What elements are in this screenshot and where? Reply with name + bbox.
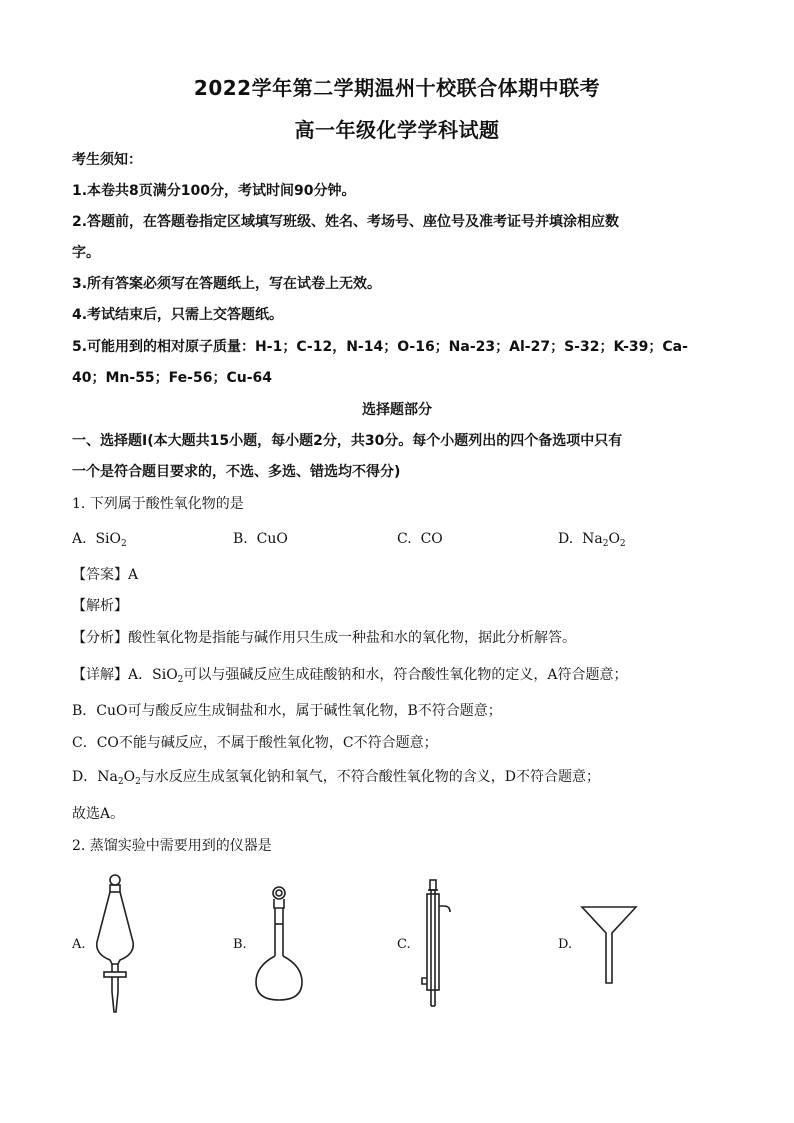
q1-option-a: A. SiO$_2$ xyxy=(72,531,127,549)
notice-item-1: 1.本卷共8页满分100分，考试时间90分钟。 xyxy=(72,183,356,199)
notice-item-5: 5.可能用到的相对原子质量：H-1；C-12，N-14；O-16；Na-23；Al-27；S-32；K-39；Ca- xyxy=(72,339,688,355)
notice-item-2: 2.答题前，在答题卷指定区域填写班级、姓名、考场号、座位号及准考证号并填涂相应数 xyxy=(72,214,620,230)
q1-fenxi: 【分析】酸性氧化物是指能与碱作用只生成一种盐和水的氧化物，据此分析解答。 xyxy=(72,630,576,646)
answer-label: 【答案】 xyxy=(72,567,128,583)
q2-stem: 2. 蒸馏实验中需要用到的仪器是 xyxy=(72,838,272,854)
section-title: 选择题部分 xyxy=(362,402,432,418)
q1-detail-b: B．CuO可与酸反应生成铜盐和水，属于碱性氧化物，B不符合题意； xyxy=(72,703,502,719)
q2-option-b-label: B. xyxy=(233,937,247,952)
q1-answer xyxy=(72,565,727,585)
q1-analysis-label: 【解析】 xyxy=(72,598,128,614)
section-instruction-1: 一、选择题Ⅰ(本大题共15小题，每小题2分，共30分。每个小题列出的四个备选项中只有 xyxy=(72,433,623,449)
notice-item-4: 4.考试结束后，只需上交答题纸。 xyxy=(72,307,284,323)
notice-item-2-cont: 字。 xyxy=(72,245,100,261)
exam-title: 2022学年第二学期温州十校联合体期中联考 xyxy=(193,76,601,100)
q2-option-c-label: C. xyxy=(397,937,411,952)
q2-option-d-label: D. xyxy=(558,937,573,952)
q1-stem: 1. 下列属于酸性氧化物的是 xyxy=(72,496,244,512)
section-instruction-2: 一个是符合题目要求的，不选、多选、错选均不得分) xyxy=(72,464,401,480)
q1-option-d: D. $Na_2O_2$ xyxy=(558,531,626,549)
answer-value: A xyxy=(128,567,139,583)
separatory-funnel-icon xyxy=(92,872,142,1022)
notice-item-5-cont: 40；Mn-55；Fe-56；Cu-64 xyxy=(72,370,272,386)
q1-conclusion: 故选A。 xyxy=(72,806,125,822)
volumetric-flask-icon xyxy=(252,884,307,1009)
q1-option-c: C. CO xyxy=(397,531,443,547)
q1-detail-a: 【详解】A．SiO$_2$可以与强碱反应生成硅酸钠和水，符合酸性氧化物的定义，A符合题意； xyxy=(72,667,628,685)
q1-option-b: B. CuO xyxy=(233,531,288,547)
q1-detail-d: D．$Na_2O_2$与水反应生成氢氧化钠和氧气，不符合酸性氧化物的含义，D不符合题意； xyxy=(72,769,601,787)
q2-option-a-label: A. xyxy=(72,937,86,952)
q1-detail-c: C．CO不能与碱反应，不属于酸性氧化物，C不符合题意； xyxy=(72,735,438,751)
funnel-icon xyxy=(580,905,640,985)
notice-heading: 考生须知： xyxy=(72,152,142,168)
condenser-icon xyxy=(414,876,454,1016)
notice-item-3: 3.所有答案必须写在答题纸上，写在试卷上无效。 xyxy=(72,276,382,292)
exam-subtitle: 高一年级化学学科试题 xyxy=(294,118,500,142)
